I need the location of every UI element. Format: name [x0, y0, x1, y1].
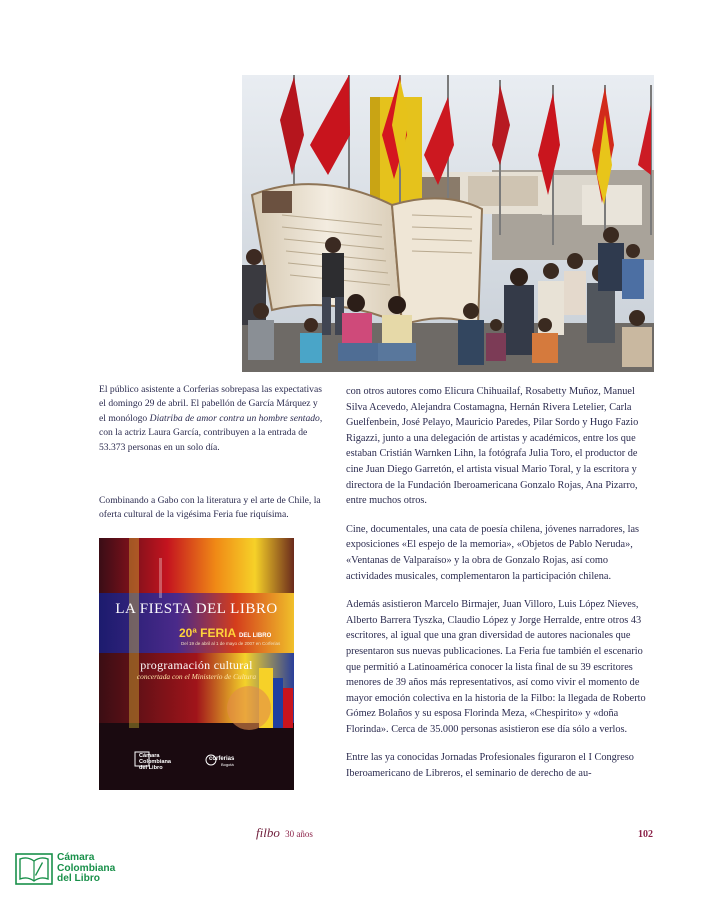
logo-line: Colombiana [57, 862, 116, 874]
footer-brand [256, 825, 313, 841]
logo-wordmark [57, 853, 115, 884]
open-book-icon [15, 853, 53, 885]
poster-logo-line: del Libro [139, 765, 163, 772]
body-paragraph: Entre las ya conocidas Jornadas Profesionales figuraron el I Congreso Iberoamericano de Libreros, el seminario de derecho de au- [346, 752, 634, 780]
poster-logo-line: Cámara [139, 753, 160, 759]
poster-title: LA FIESTA DEL LIBRO [115, 601, 278, 617]
caption-text-start: El público asistente a Corferias sobrepasa las expectativas el domingo 29 de abril. El pabellón de García Márquez y el monólogo [99, 384, 322, 424]
fair-crowd-photo [242, 75, 654, 372]
poster-logo-line: Colombiana [139, 759, 172, 766]
poster-caption: Combinando a Gabo con la literatura y el arte de Chile, la oferta cultural de la vigésima Feria fue riquísima. [99, 495, 321, 521]
body-paragraph: con otros autores como Elicura Chihuailaf, Rosabetty Muñoz, Manuel Silva Acevedo, Alejandra Costamagna, Hernán Rivera Letelier, Carla Guelfenbein, José Pelayo, Mauricio Paredes, Pilar Sordo y Hugo Fazio Rigazzi, junto a una delegación de artistas y académicos, entre los que estaban Cristián Warnken Lihn, la fotógrafa Julia Toro, el productor de cine Juan Diego Garretón, el artista visual Mario Toral, y la escritora y directora de la Fundación Iberoamericana Gonzalo Rojas, Ana Pizarro, entre muchos otros. [346, 386, 639, 507]
caption-work-title: Diatriba de amor contra un hombre sentado [149, 412, 320, 424]
fair-crowd-illustration [242, 75, 654, 372]
body-paragraph: Cine, documentales, una cata de poesía chilena, jóvenes narradores, las exposiciones «El espejo de la memoria», «Objetos de Pablo Neruda», «Ventanas de Valparaíso» y la obra de Gonzalo Rojas, así como actividades musicales, complementaron la participación chilena. [346, 523, 640, 582]
body-paragraph: Además asistieron Marcelo Birmajer, Juan Villoro, Luis López Nieves, Alberto Barrera Tyszka, Claudio López y Jorge Herralde, entre otros 43 escritores, al igual que una gran diversidad de autores nacionales que presentaron sus nuevas publicaciones. La Feria fue también el escenario que permitió a Latinoamérica conocer la lista final de su 39 escritores menores de 39 años más representativos, así como vivir el momento de mayor emoción colectiva en la historia de la Filbo: la llegada de Roberto Gómez Bolaños y su esposa Florinda Meza, «Chespirito» y «doña Florinda». Cerca de 35.000 personas asistieron ese día sólo a verlos. [346, 599, 646, 735]
fiesta-del-libro-poster [99, 538, 294, 790]
page-number: 102 [638, 829, 653, 840]
anniversary-subtitle: 30 años [285, 829, 313, 839]
poster-edition-label: DEL LIBRO [239, 633, 272, 639]
caption-text-end: , con la actriz Laura García, contribuyen a la entrada de 53.373 personas en un solo día. [99, 412, 323, 453]
poster-program: programación cultural [140, 658, 253, 672]
photo-caption-attendance [99, 383, 327, 455]
poster-camara-logo [139, 753, 171, 772]
poster-edition [179, 626, 271, 640]
poster-dates: Del 19 de abril al 1 de mayo de 2007 en Corferias [181, 641, 281, 646]
poster-concerted: concertada con el Ministerio de Cultura [136, 672, 257, 681]
logo-line: Cámara [57, 852, 95, 864]
poster-corferias-logo [209, 756, 234, 767]
poster-edition-number: 20ª FERIA [179, 626, 236, 640]
camara-colombiana-logo [15, 853, 115, 885]
corferias-city: Bogotá [221, 762, 234, 767]
filbo-wordmark: filbo [256, 825, 280, 840]
article-body [346, 384, 656, 795]
logo-line: del Libro [57, 873, 101, 885]
corferias-name: corferias [209, 756, 235, 762]
